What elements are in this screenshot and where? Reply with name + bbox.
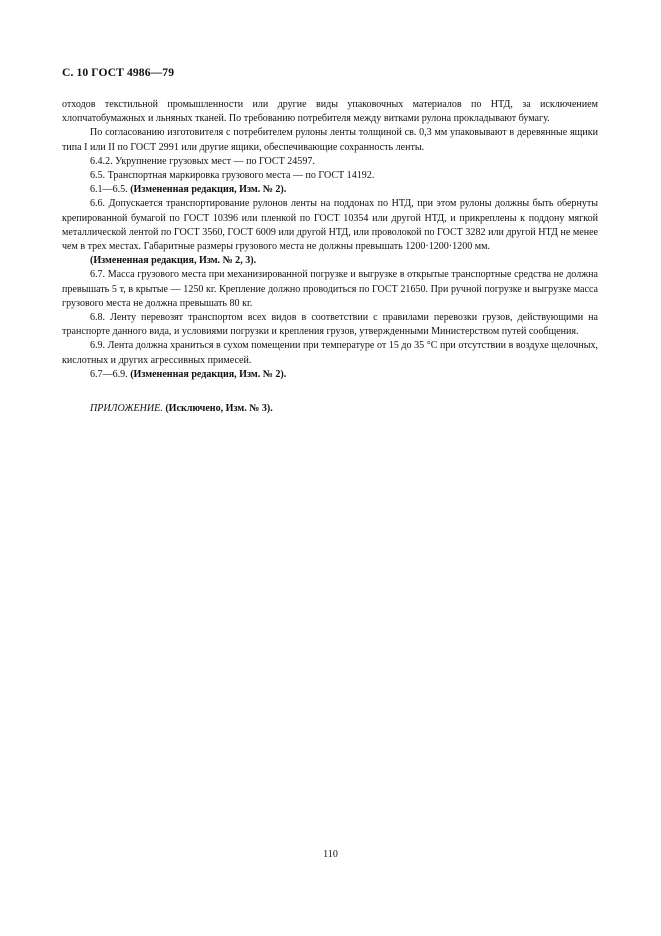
paragraph-6-9: 6.9. Лента должна храниться в сухом помещении при температуре от 15 до 35 °С при отсутствии в воздухе щелочных, кислотных и других агрессивных примесей. [62,340,598,366]
paragraph-packaging-materials: отходов текстильной промышленности или другие виды упаковочных материалов по НТД, за исключением хлопчатобумажных и льняных тканей. По требованию потребителя между витками рулона прокладывают бумагу. [62,99,598,125]
paragraph-6-8: 6.8. Ленту перевозят транспортом всех видов в соответствии с правилами перевозки грузов, действующими на транспорте данного вида, и условиями погрузки и крепления грузов, утвержденными Министерством путей сообщения. [62,312,598,338]
page-number: 110 [323,849,338,860]
paragraph-wooden-boxes: По согласованию изготовителя с потребителем рулоны ленты толщиной св. 0,3 мм упаковывают в деревянные ящики типа I или II по ГОСТ 2991 или другие ящики, обеспечивающие сохранность ленты. [62,127,598,153]
paragraph-6-7: 6.7. Масса грузового места при механизированной погрузке и выгрузке в открытые транспортные средства не должна превышать 5 т, в крытые — 1250 кг. Крепление должно проводиться по ГОСТ 21650. При ручной погрузке и выгрузке масса грузового места не должна превышать 80 кг. [62,269,598,309]
document-body [62,98,598,416]
appendix-note [62,402,598,416]
revision-note-ref: 6.1—6.5. [90,184,131,196]
appendix-label: ПРИЛОЖЕНИЕ. [90,403,163,415]
revision-note-6-1-6-5 [62,183,598,197]
revision-note-6-6 [62,254,598,268]
paragraph-6-5: 6.5. Транспортная маркировка грузового места — по ГОСТ 14192. [90,170,375,182]
page-header: С. 10 ГОСТ 4986—79 [62,66,175,79]
paragraph-6-6: 6.6. Допускается транспортирование рулонов ленты на поддонах по НТД, при этом рулоны должны быть обернуты крепированной бумагой по ГОСТ 10396 или пленкой по ГОСТ 10354 или другой НТД, и прикреплены к поддону мягкой металлической лентой по ГОСТ 3560, ГОСТ 6009 или другой НТД, или проволокой по ГОСТ 3282 или другой НТД не менее чем в трех местах. Габаритные размеры грузового места не должны превышать 1200·1200·1200 мм. [62,198,598,253]
appendix-status: (Исключено, Изм. № 3). [162,403,273,415]
revision-note-text: (Измененная редакция, Изм. № 2). [130,184,287,196]
revision-note-ref: 6.7—6.9. [90,368,131,380]
revision-note-text: (Измененная редакция, Изм. № 2). [130,368,287,380]
revision-note-6-7-6-9 [62,368,598,382]
paragraph-6-4-2: 6.4.2. Укрупнение грузовых мест — по ГОСТ 24597. [90,155,315,167]
revision-note-text: (Измененная редакция, Изм. № 2, 3). [90,255,257,267]
